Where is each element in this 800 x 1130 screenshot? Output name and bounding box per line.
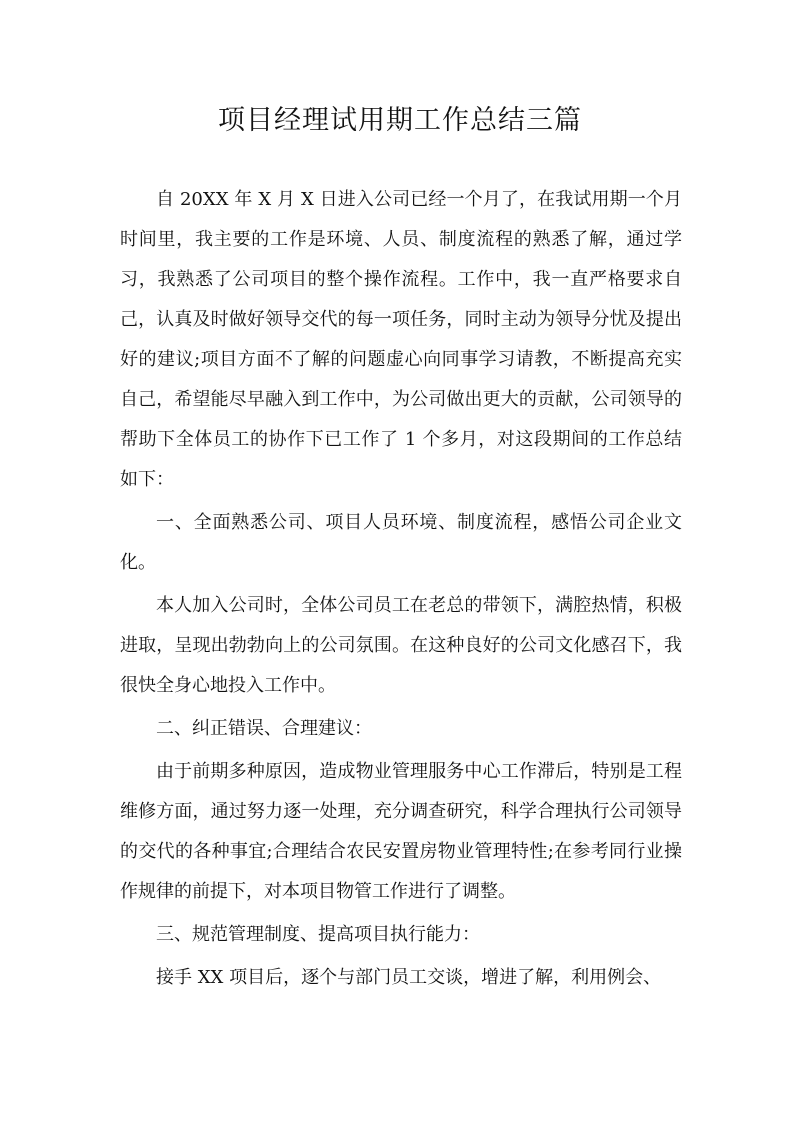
document-title: 项目经理试用期工作总结三篇 (218, 105, 582, 136)
document-body (120, 180, 682, 1001)
paragraph-section-1: 本人加入公司时，全体公司员工在老总的带领下，满腔热情，积极进取，呈现出勃勃向上的公司氛围。在这种良好的公司文化感召下，我很快全身心地投入工作中。 (120, 595, 682, 696)
paragraph-section-3: 接手 XX 项目后，逐个与部门员工交谈，增进了解，利用例会、 (156, 967, 662, 988)
paragraph-section-2: 由于前期多种原因，造成物业管理服务中心工作滞后，特别是工程维修方面，通过努力逐一处理，充分调查研究，科学合理执行公司领导的交代的各种事宜;合理结合农民安置房物业管理特性;在参考同行业操作规律的前提下，对本项目物管工作进行了调整。 (120, 761, 682, 902)
section-heading-2: 二、纠正错误、合理建议： (156, 718, 372, 739)
section-heading-3: 三、规范管理制度、提高项目执行能力： (156, 924, 480, 945)
section-heading-1: 一、全面熟悉公司、项目人员环境、制度流程，感悟公司企业文化。 (120, 512, 682, 573)
paragraph-intro: 自 20XX 年 X 月 X 日进入公司已经一个月了，在我试用期一个月时间里，我主要的工作是环境、人员、制度流程的熟悉了解，通过学习，我熟悉了公司项目的整个操作流程。工作中，我一直严格要求自己，认真及时做好领导交代的每一项任务，同时主动为领导分忧及提出好的建议;项目方面不了解的问题虚心向同事学习请教，不断提高充实自己，希望能尽早融入到工作中，为公司做出更大的贡献，公司领导的帮助下全体员工的协作下已工作了 1 个多月，对这段期间的工作总结如下： (120, 189, 682, 490)
